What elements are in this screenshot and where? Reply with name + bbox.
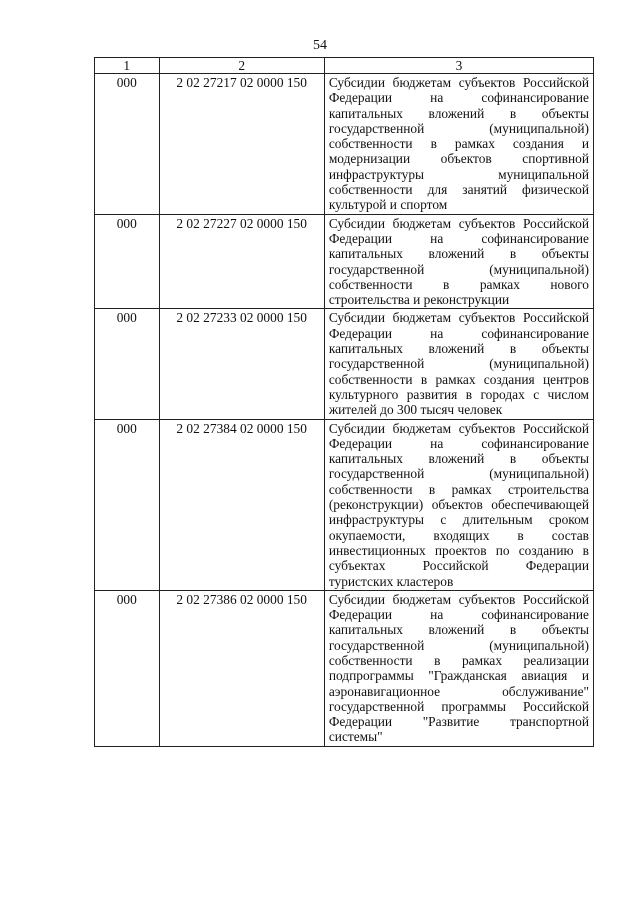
budget-code-cell: 2 02 27386 02 0000 150: [159, 590, 324, 746]
table-row: [95, 309, 594, 419]
column-header-2: 2: [159, 58, 324, 74]
page-number: 54: [313, 38, 327, 53]
column-header-1: 1: [95, 58, 160, 74]
admin-code-cell: 000: [95, 419, 160, 590]
income-name-cell: Субсидии бюджетам субъектов Российской Федерации на софинансирование капитальных вложений в объекты государственной (муниципальной) собственности в рамках создания и модернизации объектов спортивной инфраструктуры муниципальной собственности для занятий физической культурой и спортом: [324, 74, 593, 215]
income-name-cell: Субсидии бюджетам субъектов Российской Федерации на софинансирование капитальных вложений в объекты государственной (муниципальной) собственности в рамках создания центров культурного развития в городах с числом жителей до 300 тысяч человек: [324, 309, 593, 419]
budget-code-cell: 2 02 27233 02 0000 150: [159, 309, 324, 419]
table-row: [95, 590, 594, 746]
table-row: [95, 419, 594, 590]
admin-code-cell: 000: [95, 309, 160, 419]
column-header-3: 3: [324, 58, 593, 74]
admin-code-cell: 000: [95, 74, 160, 215]
table-row: [95, 74, 594, 215]
admin-code-cell: 000: [95, 590, 160, 746]
income-name-cell: Субсидии бюджетам субъектов Российской Федерации на софинансирование капитальных вложений в объекты государственной (муниципальной) собственности в рамках строительства (реконструкции) объектов обеспечивающей инфраструктуры с длительным сроком окупаемости, входящих в состав инвестиционных проектов по созданию в субъектах Российской Федерации туристских кластеров: [324, 419, 593, 590]
table-header-row: [95, 58, 594, 74]
admin-code-cell: 000: [95, 214, 160, 309]
budget-code-cell: 2 02 27227 02 0000 150: [159, 214, 324, 309]
budget-code-cell: 2 02 27217 02 0000 150: [159, 74, 324, 215]
income-name-cell: Субсидии бюджетам субъектов Российской Федерации на софинансирование капитальных вложений в объекты государственной (муниципальной) собственности в рамках нового строительства и реконструкции: [324, 214, 593, 309]
budget-code-cell: 2 02 27384 02 0000 150: [159, 419, 324, 590]
income-name-cell: Субсидии бюджетам субъектов Российской Федерации на софинансирование капитальных вложений в объекты государственной (муниципальной) собственности в рамках реализации подпрограммы "Гражданская авиация и аэронавигационное обслуживание" государственной программы Российской Федерации "Развитие транспортной системы": [324, 590, 593, 746]
table-row: [95, 214, 594, 309]
budget-classification-table: [94, 57, 594, 747]
